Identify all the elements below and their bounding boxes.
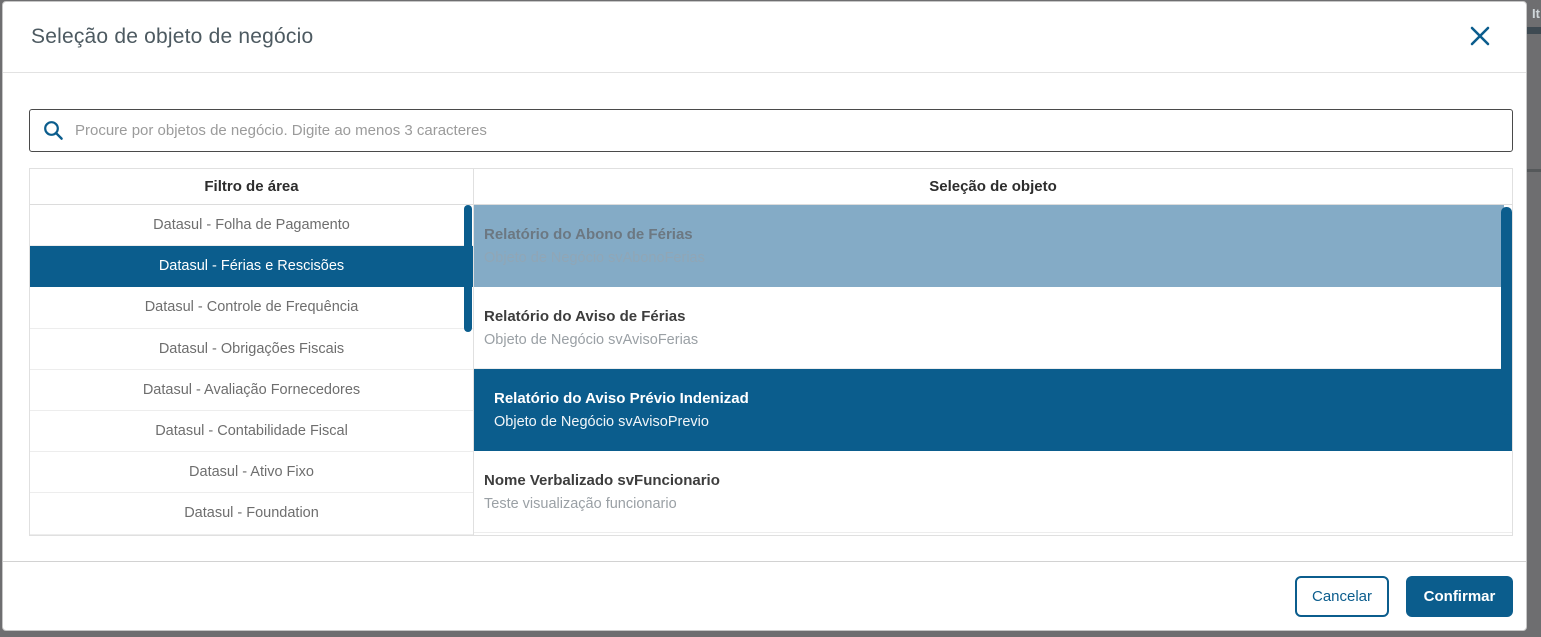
- area-filter-item-label: Datasul - Avaliação Fornecedores: [142, 381, 361, 398]
- close-button[interactable]: [1466, 23, 1494, 51]
- area-filter-item-label: Datasul - Férias e Rescisões: [158, 258, 345, 275]
- object-item-subtitle: Teste visualização funcionario: [484, 495, 677, 512]
- area-filter-list: [30, 205, 473, 535]
- object-item-subtitle: Objeto de Negócio svAvisoPrevio: [494, 413, 709, 430]
- area-filter-item[interactable]: [30, 205, 473, 246]
- area-filter-item[interactable]: [30, 411, 473, 452]
- area-filter-item-label: Datasul - Ativo Fixo: [189, 464, 314, 481]
- area-filter-scrollbar-thumb[interactable]: [464, 205, 472, 332]
- modal-title: Seleção de objeto de negócio: [31, 25, 314, 48]
- search-icon: [43, 120, 64, 141]
- object-item-title: Relatório do Aviso de Férias: [484, 307, 686, 325]
- area-filter-item-label: Datasul - Foundation: [184, 505, 319, 522]
- area-filter-item-label: Datasul - Obrigações Fiscais: [158, 340, 345, 357]
- backdrop-page-fragment: It: [1532, 6, 1540, 21]
- area-filter-item[interactable]: [30, 452, 473, 493]
- modal-header: [3, 2, 1526, 73]
- object-item[interactable]: [474, 451, 1512, 533]
- close-icon: [1469, 25, 1491, 50]
- object-item-title: Relatório do Aviso Prévio Indenizad: [494, 389, 749, 407]
- area-filter-item[interactable]: [30, 287, 473, 328]
- backdrop-page-fragment-bar: [1527, 169, 1541, 172]
- area-filter-item[interactable]: [30, 329, 473, 370]
- object-item-subtitle: Objeto de Negócio svAvisoFerias: [484, 331, 699, 348]
- area-filter-item-selected[interactable]: [30, 246, 473, 287]
- area-filter-item[interactable]: [30, 370, 473, 411]
- object-item[interactable]: [474, 287, 1512, 369]
- object-item-subtitle: Objeto de Negócio svAbonoFerias: [484, 249, 705, 266]
- cancel-button[interactable]: Cancelar: [1295, 576, 1389, 617]
- object-item-title: Relatório do Abono de Férias: [484, 225, 693, 243]
- backdrop-page-fragment-bar: [1527, 27, 1541, 34]
- confirm-button[interactable]: Confirmar: [1406, 576, 1513, 617]
- object-selection-panel: [474, 169, 1512, 535]
- object-selection-list: [474, 205, 1512, 535]
- area-filter-panel: [30, 169, 474, 535]
- selection-panels: [29, 168, 1513, 536]
- object-selection-header: Seleção de objeto: [474, 169, 1512, 205]
- object-list-scrollbar-thumb[interactable]: [1501, 207, 1512, 415]
- object-item-title: Nome Verbalizado svFuncionario: [484, 471, 720, 489]
- object-item-selected[interactable]: [474, 369, 1512, 451]
- search-box: [29, 109, 1513, 152]
- search-input[interactable]: [75, 122, 1499, 139]
- business-object-selection-modal: [2, 1, 1527, 631]
- area-filter-item-label: Datasul - Controle de Frequência: [144, 299, 359, 316]
- modal-footer: [3, 561, 1526, 630]
- area-filter-item[interactable]: [30, 493, 473, 534]
- area-filter-item-label: Datasul - Folha de Pagamento: [153, 217, 350, 234]
- object-item-hovered[interactable]: [474, 205, 1504, 287]
- area-filter-item-label: Datasul - Contabilidade Fiscal: [155, 423, 348, 440]
- area-filter-header: Filtro de área: [30, 169, 473, 205]
